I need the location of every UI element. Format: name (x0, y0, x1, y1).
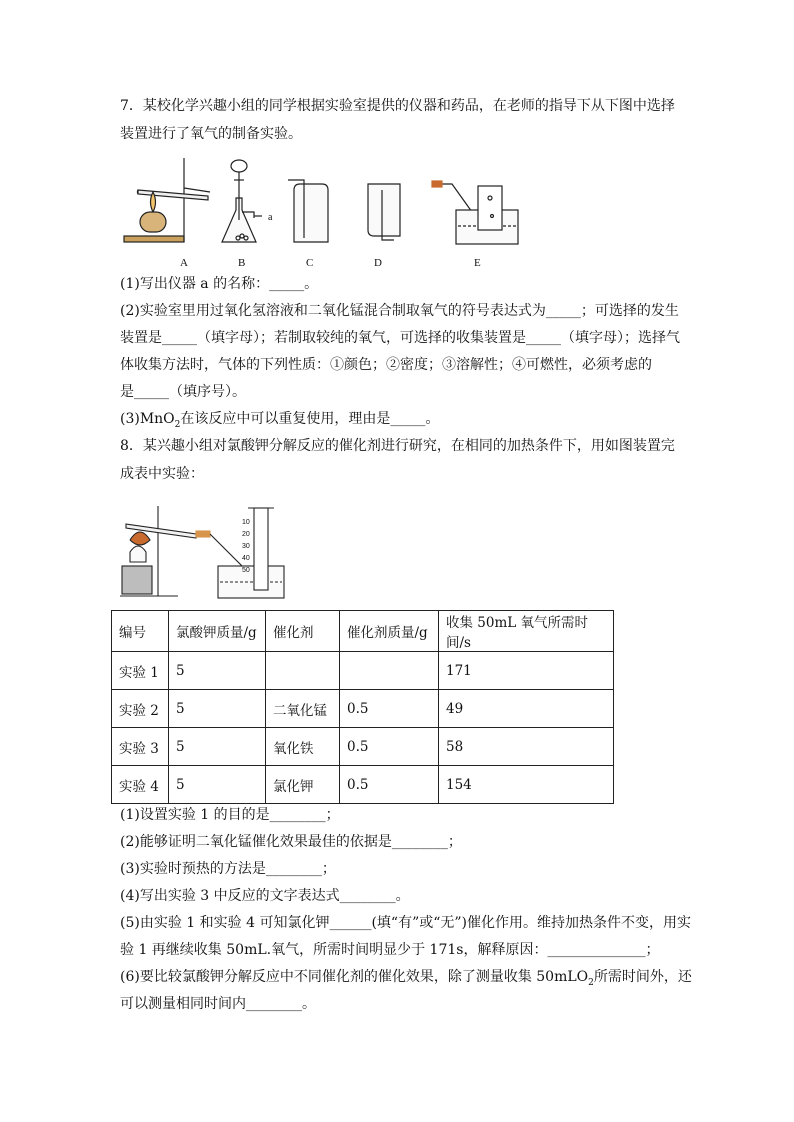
instrument-a-label: a (268, 212, 273, 223)
table-header-row (112, 611, 614, 652)
label-c: C (306, 257, 314, 269)
q7-stem-line2: 装置进行了氧气的制备实验。 (120, 126, 302, 142)
q8-sub5-line1: (5)由实验 1 和实验 4 可知氯化钾______(填“有”或“无”)催化作用。维持加热条件不变，用实 (120, 915, 691, 931)
q8-sub5-line2: 验 1 再继续收集 50mL.氧气，所需时间明显少于 171s，解释原因：______________； (120, 942, 660, 958)
table-cell: 实验 2 (112, 690, 169, 728)
q8-sub3: (3)实验时预热的方法是________； (120, 861, 336, 877)
kclo3-apparatus-figure (118, 500, 298, 608)
header-id: 编号 (112, 611, 169, 652)
q7-part2-line3: 体收集方法时，气体的下列性质：①颜色；②密度；③溶解性；④可燃性，必须考虑的 (120, 357, 652, 373)
cylinder-mark-40: 40 (242, 555, 250, 562)
experiment-table (111, 610, 614, 804)
q8-sub6-suffix: 所需时间外，还 (593, 969, 692, 985)
q8-sub6-line1 (120, 967, 692, 993)
apparatus-e-water-trough (432, 181, 518, 244)
label-d: D (374, 257, 382, 269)
apparatus-a-heating-tube (124, 158, 210, 242)
label-b: B (238, 257, 246, 269)
q8-sub2: (2)能够证明二氧化锰催化效果最佳的依据是________； (120, 834, 462, 850)
table-row (112, 652, 614, 690)
table-cell: 0.5 (340, 690, 439, 728)
q7-part3-subscript: 2 (174, 419, 181, 430)
table-cell: 氯化钾 (266, 766, 340, 804)
q8-sub1: (1)设置实验 1 的目的是________； (120, 807, 340, 823)
apparatus-d-inverted-bottle (368, 184, 400, 240)
q7-stem-line1: 7．某校化学兴趣小组的同学根据实验室提供的仪器和药品，在老师的指导下从下图中选择 (120, 98, 675, 114)
label-e: E (474, 257, 481, 269)
table-cell: 58 (439, 728, 614, 766)
header-time: 收集 50mL 氧气所需时间/s (439, 611, 614, 652)
q7-part3-prefix: (3)MnO (120, 411, 175, 427)
q7-part2-line2: 装置是_____（填字母）；若制取较纯的氧气，可选择的收集装置是_____（填字母）；选择气 (120, 330, 680, 346)
q7-part1: (1)写出仪器 a 的名称：_____。 (120, 276, 319, 292)
apparatus-c-gas-bottle (288, 180, 328, 242)
q7-part3-text: 在该反应中可以重复使用，理由是_____。 (180, 411, 440, 427)
table-cell: 实验 3 (112, 728, 169, 766)
label-a: A (180, 257, 188, 269)
oxygen-apparatus-figure (118, 150, 538, 272)
table-cell (340, 652, 439, 690)
table-cell: 5 (169, 728, 266, 766)
table-cell: 0.5 (340, 728, 439, 766)
q7-part2-line1: (2)实验室里用过氧化氢溶液和二氧化锰混合制取氧气的符号表达式为_____；可选择的发生 (120, 303, 679, 319)
table-cell: 154 (439, 766, 614, 804)
table-cell: 5 (169, 652, 266, 690)
q7-part3 (120, 409, 680, 435)
header-kclo3-mass: 氯酸钾质量/g (169, 611, 266, 652)
cylinder-mark-20: 20 (242, 531, 250, 538)
header-catalyst: 催化剂 (266, 611, 340, 652)
table-cell: 实验 1 (112, 652, 169, 690)
table-cell (266, 652, 340, 690)
table-row (112, 690, 614, 728)
table-cell: 实验 4 (112, 766, 169, 804)
table-cell: 171 (439, 652, 614, 690)
q8-stem-line1: 8．某兴趣小组对氯酸钾分解反应的催化剂进行研究，在相同的加热条件下，用如图装置完 (120, 438, 675, 454)
cylinder-mark-50: 50 (242, 567, 250, 574)
q8-stem-line2: 成表中实验： (120, 466, 204, 482)
q8-sub6-subscript: 2 (588, 977, 594, 988)
table-cell: 49 (439, 690, 614, 728)
table-cell: 氧化铁 (266, 728, 340, 766)
table-cell: 5 (169, 766, 266, 804)
cylinder-mark-10: 10 (242, 519, 250, 526)
table-cell: 0.5 (340, 766, 439, 804)
table-cell: 5 (169, 690, 266, 728)
q7-part2-line4: 是_____（填序号）。 (120, 384, 246, 400)
header-catalyst-mass: 催化剂质量/g (340, 611, 439, 652)
cylinder-mark-30: 30 (242, 543, 250, 550)
q8-sub4: (4)写出实验 3 中反应的文字表达式________。 (120, 888, 410, 904)
table-cell: 二氧化锰 (266, 690, 340, 728)
table-row (112, 766, 614, 804)
q8-sub6-line2: 可以测量相同时间内________。 (120, 996, 316, 1012)
table-row (112, 728, 614, 766)
q8-sub6-prefix: (6)要比较氯酸钾分解反应中不同催化剂的催化效果，除了测量收集 50mLO (120, 969, 589, 985)
apparatus-b-conical-flask (222, 160, 262, 242)
